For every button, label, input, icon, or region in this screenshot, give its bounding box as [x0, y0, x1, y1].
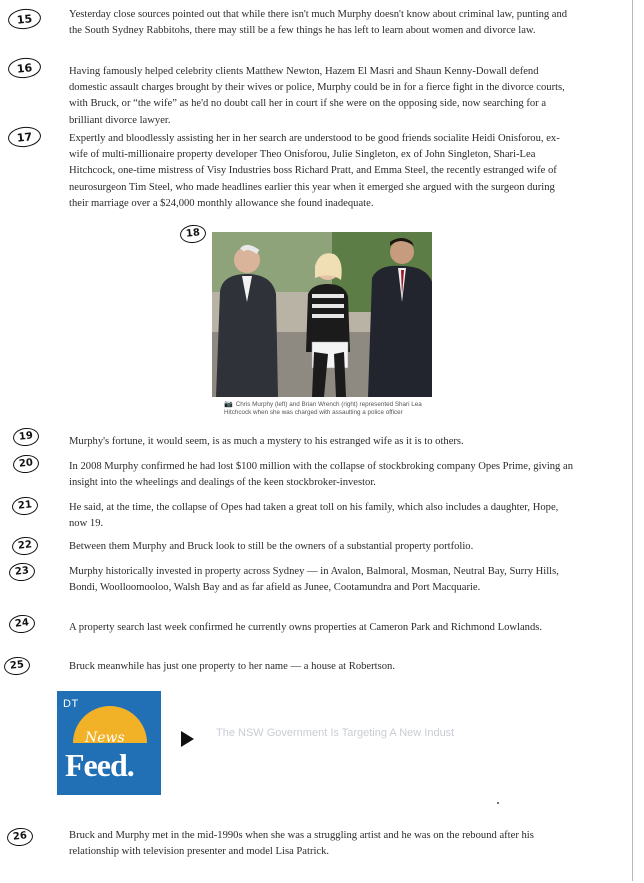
paragraph-number-16: 16	[7, 56, 42, 79]
paragraph-number-26: 26	[6, 827, 34, 848]
paragraph-22: Between them Murphy and Bruck look to still be the owners of a substantial property portfolio.	[69, 541, 474, 552]
paragraph-16: Having famously helped celebrity clients Matthew Newton, Hazem El Masri and Shaun Kenny-Dowall defend domestic assault charges brought by their wives or police, Murphy could be in for a fierce fight in the divorce courts, with Bruck, or “the wife” as he'd no doubt call her in court if she were on the opposing side, now searching for a brilliant divorce lawyer.	[69, 66, 565, 126]
paragraph-number-21: 21	[11, 496, 39, 517]
paragraph-number-19: 19	[12, 427, 40, 448]
photo-number-18: 18	[179, 224, 207, 245]
camera-icon: 📷	[224, 401, 233, 408]
paragraph-25: Bruck meanwhile has just one property to her name — a house at Robertson.	[69, 661, 395, 672]
article-photo	[212, 232, 432, 397]
stray-mark	[497, 802, 499, 804]
photo-caption-text: Chris Murphy (left) and Brian Wrench (right) represented Shari Lea Hitchcock when she was charged with assaulting a police officer	[224, 401, 422, 417]
news-word: News	[85, 730, 125, 746]
paragraph-21: He said, at the time, the collapse of Opes had taken a great toll on his family, which also includes a daughter, Hope, now 19.	[69, 502, 559, 530]
photo-caption	[224, 401, 444, 418]
paragraph-20: In 2008 Murphy confirmed he had lost $100 million with the collapse of stockbroking company Opes Prime, giving an insight into the wheelings and dealings of the keen stockbroker-investor.	[69, 461, 574, 489]
paragraph-number-15: 15	[7, 7, 42, 30]
feed-word: Feed.	[65, 747, 134, 783]
paragraph-26: Bruck and Murphy met in the mid-1990s when she was a struggling artist and he was on the rebound after his relationship with television presenter and model Lisa Patrick.	[69, 830, 534, 858]
paragraph-number-22: 22	[11, 536, 39, 557]
dt-logo-tag: DT	[63, 698, 79, 710]
paragraph-number-25: 25	[3, 656, 31, 677]
paragraph-24: A property search last week confirmed he currently owns properties at Cameron Park and Richmond Lowlands.	[69, 622, 543, 633]
paragraph-17: Expertly and bloodlessly assisting her in her search are understood to be good friends socialite Heidi Onisforou, ex-wife of multi-millionaire property developer Theo Onisforou, Julie Singleton, ex of John Singleton, Shari-Lea Hitchcock, one-time mistress of Visy Industries boss Richard Pratt, and Emma Steel, the recently estranged wife of neurosurgeon Tim Steel, who made headlines earlier this year when it emerged she argued with the surgeon during their marriage over a $24,000 monthly allowance she found inadequate.	[69, 133, 560, 209]
paragraph-19: Murphy's fortune, it would seem, is as much a mystery to his estranged wife as it is to others.	[69, 436, 464, 447]
paragraph-number-24: 24	[8, 614, 36, 635]
paragraph-number-17: 17	[7, 125, 42, 148]
play-icon[interactable]	[181, 731, 194, 747]
paragraph-15: Yesterday close sources pointed out that while there isn't much Murphy doesn't know about criminal law, punting and the South Sydney Rabbitohs, there may still be a few things he has left to learn about women and divorce law.	[69, 9, 568, 37]
paragraph-23: Murphy historically invested in property across Sydney — in Avalon, Balmoral, Mosman, Neutral Bay, Surry Hills, Bondi, Woolloomooloo, Walsh Bay and as far afield as Junee, Cootamundra and Port Macquarie.	[69, 566, 559, 594]
paragraph-number-23: 23	[8, 562, 36, 583]
paragraph-number-20: 20	[12, 454, 40, 475]
news-feed-logo[interactable]	[57, 691, 161, 795]
video-title[interactable]: The NSW Government Is Targeting A New Indust	[216, 727, 455, 739]
